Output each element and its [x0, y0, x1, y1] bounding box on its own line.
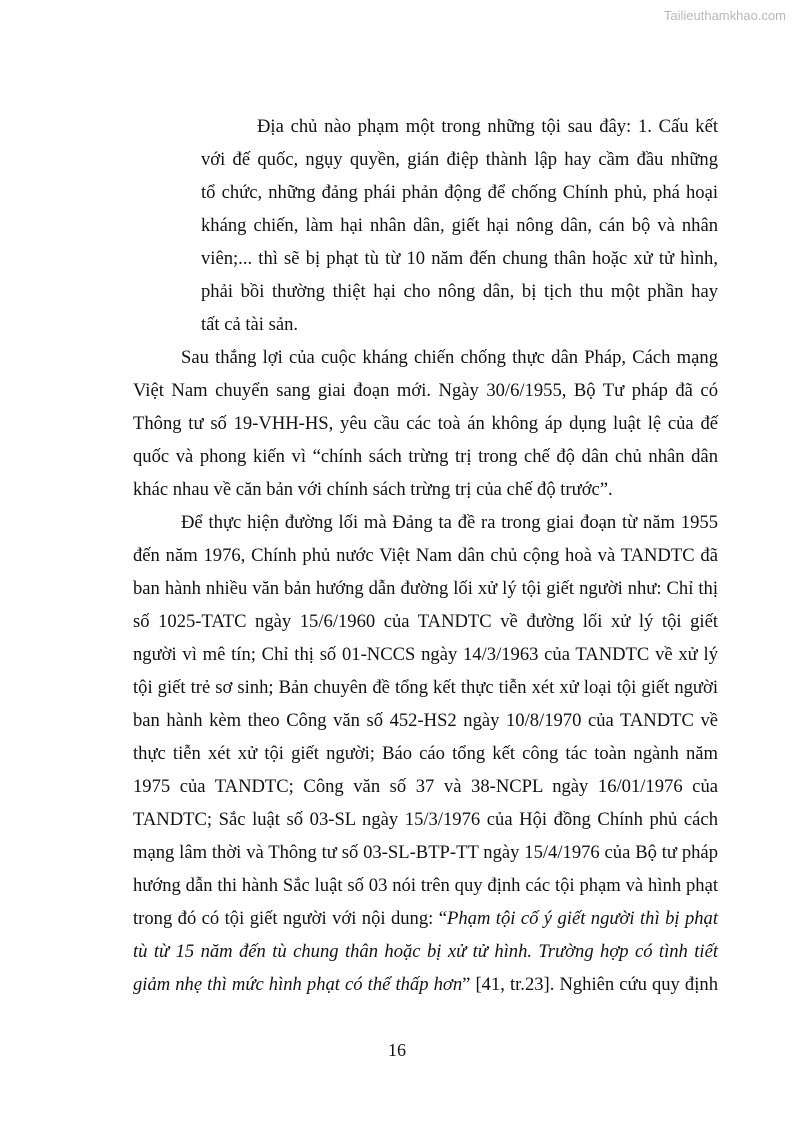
paragraph-line	[133, 908, 718, 932]
text-run: ” [41, tr.23]. Nghiên cứu quy định	[462, 974, 718, 995]
italic-quote: tù từ 15 năm đến tù chung thân hoặc bị xử tử hình. Trường hợp có tình tiết	[133, 941, 718, 962]
quote-line: kháng chiến, làm hại nhân dân, giết hại nông dân, cán bộ và nhân	[201, 215, 718, 236]
paragraph-line: Sau thắng lợi của cuộc kháng chiến chống thực dân Pháp, Cách mạng	[181, 347, 718, 368]
quote-line: với đế quốc, ngụy quyền, gián điệp thành lập hay cầm đầu những	[201, 149, 718, 170]
paragraph-line: mạng lâm thời và Thông tư số 03-SL-BTP-TT ngày 15/4/1976 của Bộ tư pháp	[133, 842, 718, 863]
quote-line: viên;... thì sẽ bị phạt tù từ 10 năm đến chung thân hoặc xử tử hình,	[201, 248, 718, 269]
watermark: Tailieuthamkhao.com	[663, 8, 786, 23]
text-run: trong đó có tội giết người với nội dung: “	[133, 908, 447, 929]
paragraph-line	[133, 941, 718, 965]
quote-line: phải bồi thường thiệt hại cho nông dân, bị tịch thu một phần hay	[201, 281, 718, 302]
paragraph-line: tội giết trẻ sơ sinh; Bản chuyên đề tổng kết thực tiễn xét xử loại tội giết người	[133, 677, 718, 698]
paragraph-line: thực tiễn xét xử tội giết người; Báo cáo tổng kết công tác toàn ngành năm	[133, 743, 718, 764]
paragraph-line: khác nhau về căn bản với chính sách trừng trị của chế độ trước”.	[133, 479, 613, 500]
paragraph-line: Để thực hiện đường lối mà Đảng ta đề ra trong giai đoạn từ năm 1955	[181, 512, 718, 533]
paragraph-line: Thông tư số 19-VHH-HS, yêu cầu các toà án không áp dụng luật lệ của đế	[133, 413, 718, 434]
page-number: 16	[388, 1040, 406, 1060]
paragraph-line: TANDTC; Sắc luật số 03-SL ngày 15/3/1976 của Hội đồng Chính phủ cách	[133, 809, 718, 830]
italic-quote: giảm nhẹ thì mức hình phạt có thể thấp hơn	[133, 974, 463, 995]
quote-line: tổ chức, những đảng phái phản động để chống Chính phủ, phá hoại	[201, 182, 718, 203]
paragraph-line: hướng dẫn thi hành Sắc luật số 03 nói trên quy định các tội phạm và hình phạt	[133, 875, 718, 896]
italic-quote: Phạm tội cố ý giết người thì bị phạt	[447, 908, 718, 929]
paragraph-line: ban hành nhiều văn bản hướng dẫn đường lối xử lý tội giết người như: Chỉ thị	[133, 578, 718, 599]
paragraph-line: người vì mê tín; Chỉ thị số 01-NCCS ngày 14/3/1963 của TANDTC về xử lý	[133, 644, 718, 665]
paragraph-line: số 1025-TATC ngày 15/6/1960 của TANDTC về đường lối xử lý tội giết	[133, 611, 718, 632]
quote-line: tất cả tài sản.	[201, 314, 299, 335]
quote-line: Địa chủ nào phạm một trong những tội sau đây: 1. Cấu kết	[257, 116, 718, 137]
paragraph-line	[133, 974, 718, 998]
paragraph-line: quốc và phong kiến vì “chính sách trừng trị trong chế độ dân chủ nhân dân	[133, 446, 718, 467]
paragraph-line: 1975 của TANDTC; Công văn số 37 và 38-NCPL ngày 16/01/1976 của	[133, 776, 718, 797]
paragraph-line: ban hành kèm theo Công văn số 452-HS2 ngày 10/8/1970 của TANDTC về	[133, 710, 718, 731]
paragraph-line: Việt Nam chuyển sang giai đoạn mới. Ngày 30/6/1955, Bộ Tư pháp đã có	[133, 380, 718, 401]
paragraph-line: đến năm 1976, Chính phủ nước Việt Nam dân chủ cộng hoà và TANDTC đã	[133, 545, 718, 566]
